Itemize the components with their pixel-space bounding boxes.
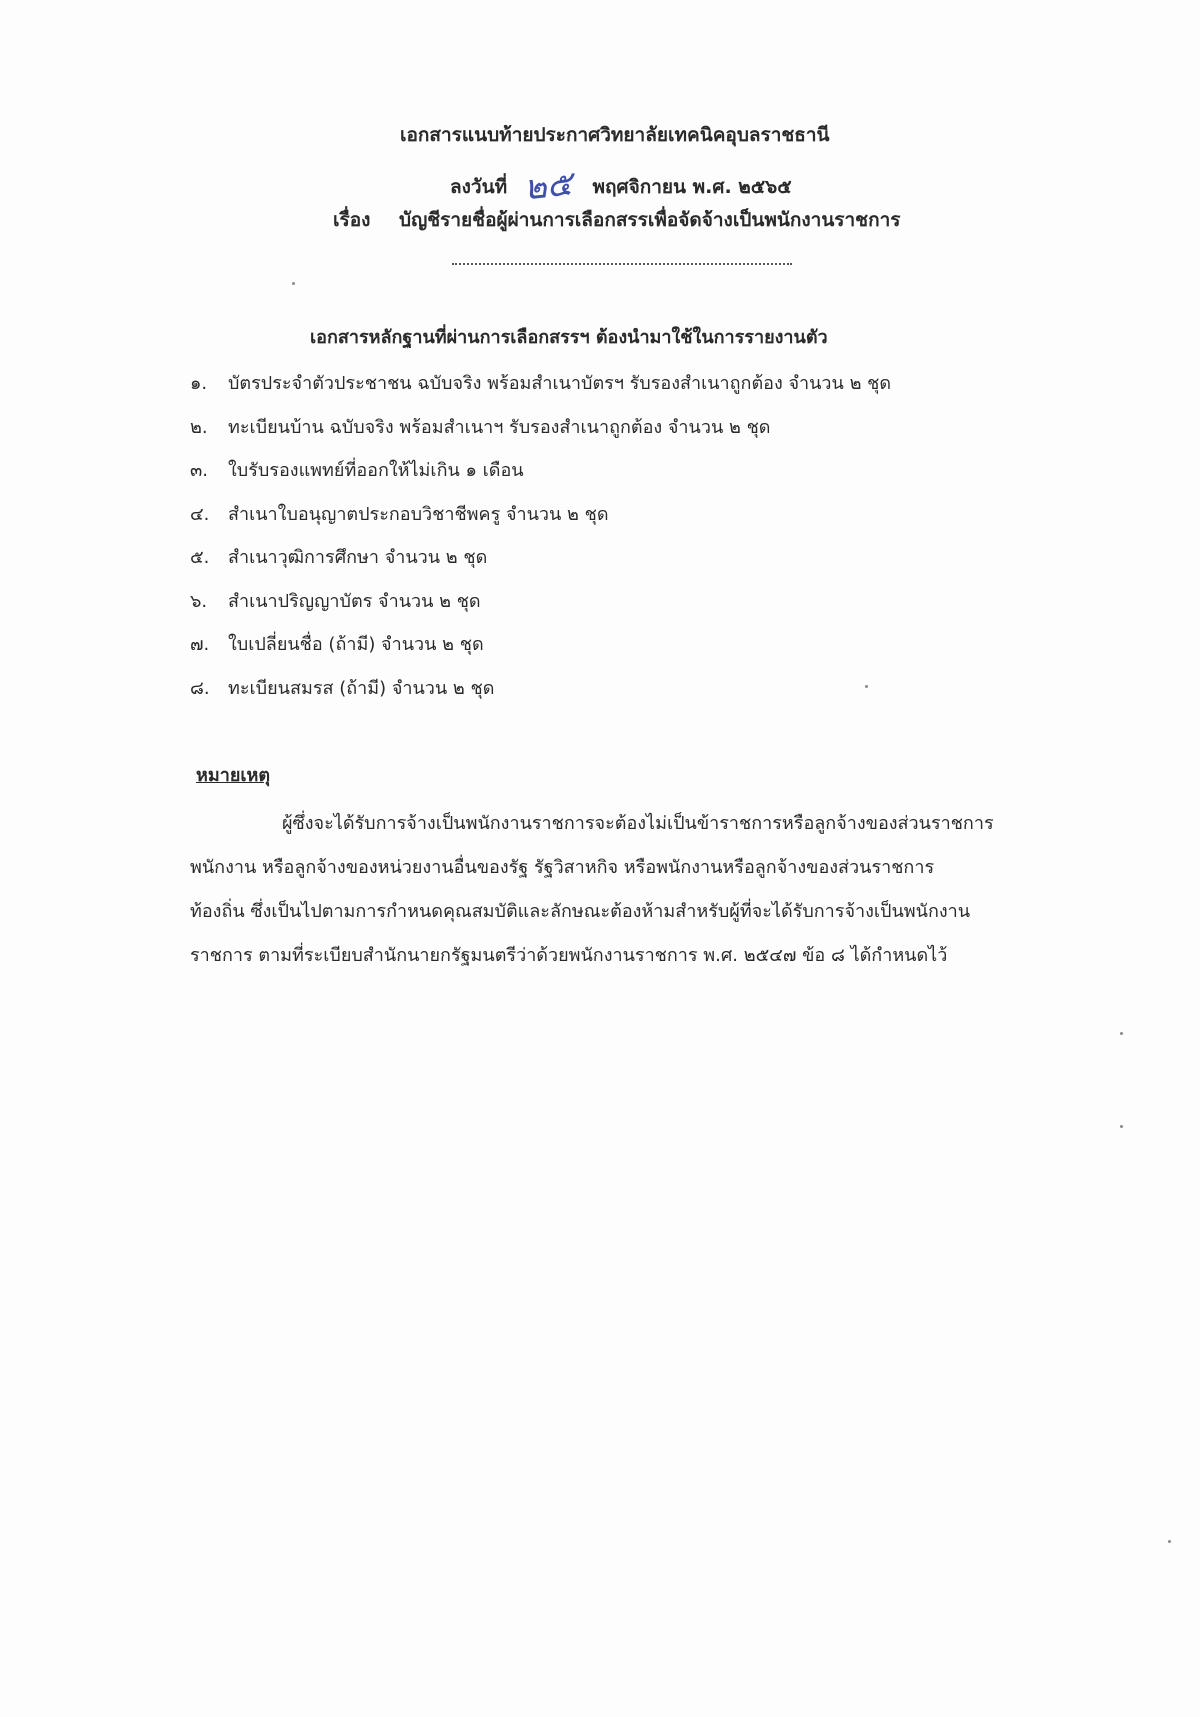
scan-speck	[1168, 1540, 1171, 1543]
list-item-text: สำเนาปริญญาบัตร จำนวน ๒ ชุด	[228, 590, 481, 612]
documents-heading: เอกสารหลักฐานที่ผ่านการเลือกสรรฯ ต้องนำมาใช้ในการรายงานตัว	[310, 327, 828, 348]
scan-speck	[1120, 1125, 1123, 1128]
list-item	[190, 412, 891, 456]
list-item-text: ใบเปลี่ยนชื่อ (ถ้ามี) จำนวน ๒ ชุด	[228, 634, 484, 655]
list-item	[190, 542, 891, 586]
date-prefix: ลงวันที่	[450, 176, 508, 198]
dotted-divider	[452, 263, 792, 265]
list-item	[190, 629, 891, 673]
list-item	[190, 586, 891, 630]
list-item	[190, 673, 891, 717]
list-item	[190, 499, 891, 543]
document-title: เอกสารแนบท้ายประกาศวิทยาลัยเทคนิคอุบลราชธานี	[400, 124, 830, 146]
list-item-text: ทะเบียนบ้าน ฉบับจริง พร้อมสำเนาฯ รับรองสำเนาถูกต้อง จำนวน ๒ ชุด	[228, 416, 771, 438]
note-paragraph-line: ราชการ ตามที่ระเบียบสำนักนายกรัฐมนตรีว่าด้วยพนักงานราชการ พ.ศ. ๒๕๔๗ ข้อ ๘ ได้กำหนดไว้	[190, 945, 948, 966]
list-item-number: ๘.	[190, 677, 210, 699]
note-paragraph-line: พนักงาน หรือลูกจ้างของหน่วยงานอื่นของรัฐ รัฐวิสาหกิจ หรือพนักงานหรือลูกจ้างของส่วนราชการ	[190, 857, 935, 878]
note-label: หมายเหตุ	[196, 765, 271, 786]
documents-list	[190, 368, 891, 716]
subject-text: บัญชีรายชื่อผู้ผ่านการเลือกสรรเพื่อจัดจ้างเป็นพนักงานราชการ	[399, 209, 901, 231]
note-paragraph-line: ผู้ซึ่งจะได้รับการจ้างเป็นพนักงานราชการจะต้องไม่เป็นข้าราชการหรือลูกจ้างของส่วนราชการ	[282, 813, 994, 834]
date-suffix: พฤศจิกายน พ.ศ. ๒๕๖๕	[592, 176, 792, 198]
note-paragraph-line: ท้องถิ่น ซึ่งเป็นไปตามการกำหนดคุณสมบัติและลักษณะต้องห้ามสำหรับผู้ที่จะได้รับการจ้างเป็นพนักงาน	[190, 901, 971, 922]
list-item-number: ๗.	[190, 634, 210, 655]
list-item-text: สำเนาใบอนุญาตประกอบวิชาชีพครู จำนวน ๒ ชุด	[228, 503, 609, 525]
scan-speck	[292, 282, 295, 285]
scan-speck	[865, 685, 868, 688]
list-item-number: ๖.	[190, 590, 208, 612]
subject-label: เรื่อง	[333, 209, 371, 231]
list-item-text: ใบรับรองแพทย์ที่ออกให้ไม่เกิน ๑ เดือน	[228, 460, 524, 481]
list-item-text: ทะเบียนสมรส (ถ้ามี) จำนวน ๒ ชุด	[228, 677, 495, 699]
list-item-number: ๑.	[190, 373, 208, 394]
list-item	[190, 455, 891, 499]
handwritten-day: ๒๕	[521, 163, 574, 209]
list-item	[190, 368, 891, 412]
list-item-number: ๒.	[190, 416, 208, 438]
list-item-number: ๓.	[190, 460, 209, 481]
list-item-text: บัตรประจำตัวประชาชน ฉบับจริง พร้อมสำเนาบัตรฯ รับรองสำเนาถูกต้อง จำนวน ๒ ชุด	[228, 373, 892, 394]
document-date	[450, 158, 792, 212]
scan-speck	[1120, 1032, 1123, 1035]
list-item-number: ๔.	[190, 503, 210, 525]
document-subject	[333, 205, 900, 235]
list-item-text: สำเนาวุฒิการศึกษา จำนวน ๒ ชุด	[228, 547, 488, 568]
list-item-number: ๕.	[190, 547, 210, 568]
